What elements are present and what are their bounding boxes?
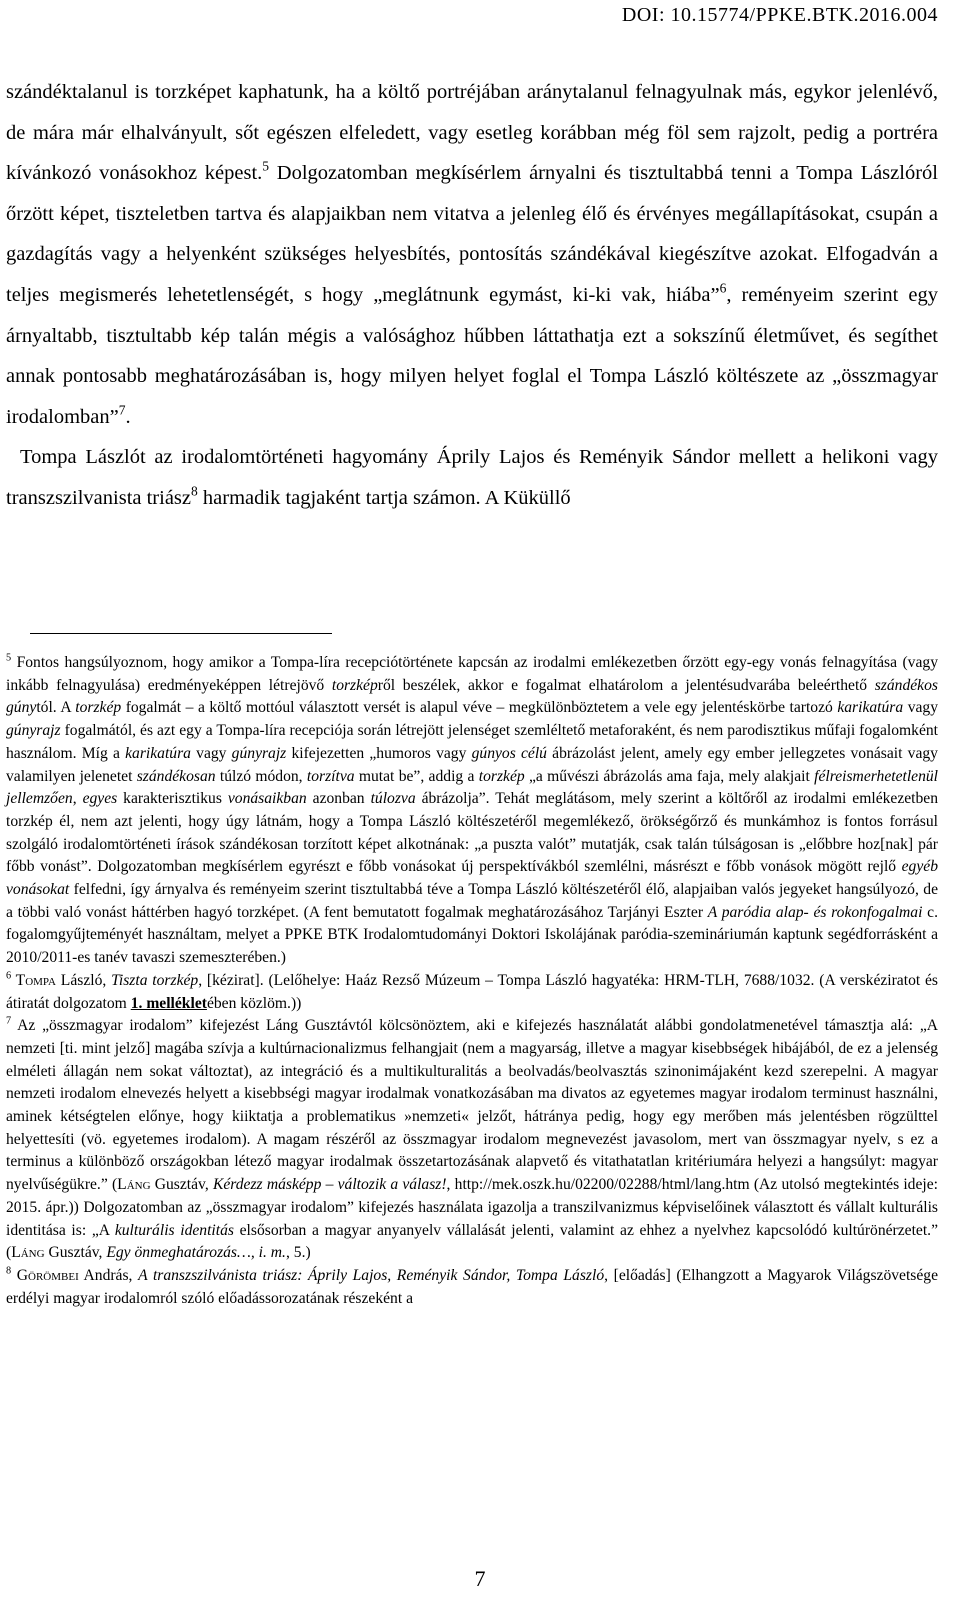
- doi-header: DOI: 10.15774/PPKE.BTK.2016.004: [621, 4, 938, 26]
- footnote-7: [6, 1015, 938, 1265]
- text-run: , 5.): [285, 1244, 311, 1262]
- paragraph-1: [6, 72, 938, 437]
- text-run: Dolgozatomban megkísérlem árnyalni és tisztultabbá tenni a Tompa Lászlóról őrzött képet, tiszteletben tartva és alapjaikban nem vitatva a jelenleg élő és érvényes megállapításokat, csupán a gazdagítás vagy a helyenként szükséges helyesbítés, pontosítás szándékával kiegészítve azokat. Elfogadván a teljes megismerés lehetetlenségét, s hogy „meglátnunk egymást, ki-ki vak, hiába”: [6, 162, 938, 306]
- footnote-number: 5: [6, 652, 12, 664]
- text-run: tól. A: [36, 699, 76, 717]
- text-run: Gusztáv,: [150, 1176, 213, 1194]
- italic-run: Tiszta torzkép: [111, 971, 199, 989]
- italic-run: gúnyos célú: [471, 744, 547, 762]
- text-run: .: [125, 405, 131, 428]
- italic-run: torzkép: [331, 676, 378, 694]
- small-caps-run: Láng: [117, 1176, 151, 1194]
- text-run: Gusztáv,: [44, 1244, 107, 1262]
- footnote-ref-6: 6: [719, 280, 727, 296]
- italic-run: szándékosan: [136, 767, 216, 785]
- footnote-separator: [30, 633, 332, 634]
- text-run: László,: [55, 971, 112, 989]
- italic-run: kulturális identitás: [114, 1221, 234, 1239]
- italic-run: karikatúra: [125, 744, 191, 762]
- text-run: Tompa Lászlót az irodalomtörténeti hagyomány Áprily Lajos és Reményik Sándor mellett a helikoni vagy transzszilvanista triász: [6, 446, 938, 509]
- paragraph-2: [6, 437, 938, 518]
- text-run: vagy: [903, 699, 939, 717]
- italic-run: vonásaikban: [227, 790, 307, 808]
- footnote-ref-5: 5: [262, 158, 270, 174]
- text-run: , reményeim szerint egy árnyaltabb, tisztultabb kép talán mégis a valósághoz hűbben láttathatja ezt a sokszínű életművet, és segíthet annak pontosabb meghatározásában is, hogy milyen helyet foglal el Tompa László költészete az „összmagyar irodalomban”: [6, 283, 938, 428]
- footnote-5: [6, 652, 938, 970]
- text-run: fogalmát – a költő mottóul választott versét is alapul véve – megkülönböztetem a vele egy jelentéskörbe tartozó: [121, 699, 838, 717]
- small-caps-run: Tompa: [11, 971, 56, 989]
- text-run: mutat be”, addig a: [354, 767, 479, 785]
- text-run: szándéktalanul is torzképet kaphatunk, ha a költő portréjában aránytalanul felnagyulnak más, egykor jelenlévő, de mára már elhalványult, sőt egészen elfeledett, vagy esetleg korábban még föl sem rajzolt, pedig a portréra kívánkozó vonásokhoz képest.: [6, 81, 938, 185]
- text-run: c. fogalomgyűjteményét használtam, melyet a PPKE BTK Irodalomtudományi Doktori Iskolájának paródia-szemináriumán kaptunk segédforrásként a 2010/2011-es tanév tavaszi szemeszterében.): [6, 903, 938, 967]
- text-run: ábrázolja”. Tehát meglátásom, mely szerint a költőről az irodalmi emlékezetben torzkép él, nem azt jelenti, hogy úgy látnám, hogy a Tompa László költészetéről megemlékező, örökségőrző és munkámhoz is fontos forrásul szolgáló irodalomtörténeti írások szándékosan torzított képet alkotnának: „a puszta valót” mutatják, csak talán túlságosan is „előbbre hoz[nak] pár főbb vonást”. Dolgozatomban megkísérlem egyrészt e főbb vonásokat új perspektívákból szemlélni, másrészt e főbb vonások mögött rejlő: [6, 790, 939, 876]
- footnote-number: 6: [6, 970, 12, 982]
- text-run: azonban: [306, 790, 371, 808]
- text-run: , [előadás] (Elhangzott a Magyarok Világszövetsége erdélyi magyar irodalomról szóló előadássorozatának részeként a: [6, 1266, 938, 1307]
- italic-run: túlozva: [370, 790, 416, 808]
- text-run: Az „összmagyar irodalom” kifejezést Láng Gusztávtól kölcsönöztem, aki e kifejezés használatát alábbi gondolatmenetével támasztja alá: „A nemzeti [ti. mint jelző] magába szívja a kultúrnacionalizmus felhangjait (nem a magyarság, illetve a magyar kisebbségek hibájából, de ez a jelenség elméleti állagán nem sokat változtat), az integráció és a multikulturalitás a beolvadás/beolvasztás szinonimájaként kezd szerepelni. A magyar nemzeti irodalom elnevezés helyett a kisebbségi magyar irodalmak vonatkozásában ma divatos az egyetemes magyar irodalom terminust használni, aminek kétségtelen előnye, hogy kiiktatja a problematikus »nemzeti« jelzőt, hátránya pedig, hogy egy merőben más jelentésben rögzülttel helyettesíti (vö. egyetemes irodalom). A magam részéről az összmagyar irodalom megnevezést javasolom, mert van összmagyar nyelv, s ez a terminus a különböző országokban létező magyar irodalmak összetartozásának alapvető és vitathatatlan kritériumára helyezi a hangsúlyt: magyar nyelvűségükre.” (: [6, 1017, 938, 1194]
- text-run: harmadik tagjaként tartja számon. A Küküllő: [197, 486, 571, 509]
- text-run: , http://mek.oszk.hu/02200/02288/html/lang.htm (Az utolsó megtekintés ideje: 2015. ápr.)) Dolgozatomban az „összmagyar irodalom” kifejezés használata igazolja a transzilvanizmus képviselőinek választott és vállalt kulturális identitása is: „A: [6, 1176, 938, 1239]
- appendix-link[interactable]: 1. melléklet: [130, 994, 207, 1012]
- footnote-8: [6, 1265, 938, 1310]
- text-run: ,: [72, 790, 83, 808]
- italic-run: egyéb vonásokat: [6, 858, 938, 899]
- italic-run: Egy önmeghatározás…, i. m.: [106, 1244, 286, 1262]
- text-run: túlzó módon,: [215, 767, 307, 785]
- small-caps-run: Láng: [11, 1244, 45, 1262]
- text-run: fogalmától, és azt egy a Tompa-líra recepciója során létrejött jelenséget szemléltető metaforaként, és nem parodisztikus műfaji fogalomként használom. Míg a: [6, 722, 938, 762]
- italic-run: félreismerhetetlenül jellemzően: [6, 767, 939, 808]
- italic-run: A paródia alap- és rokonfogalmai: [707, 903, 923, 921]
- text-run: elsősorban a magyar anyanyelv vállalását jelenti, valamint az ehhez a nyelvhez kapcsolódó kultúrönérzetet.” (: [6, 1221, 938, 1262]
- footnote-number: 8: [6, 1265, 12, 1277]
- footnote-number: 7: [6, 1015, 12, 1027]
- main-text: [6, 72, 938, 519]
- text-run: kifejezetten „humoros vagy: [286, 744, 472, 762]
- italic-run: gúnyrajz: [231, 744, 287, 762]
- italic-run: gúnyrajz: [6, 722, 61, 740]
- text-run: karakterisztikus: [117, 790, 228, 808]
- text-run: András,: [78, 1266, 139, 1284]
- footnote-ref-8: 8: [191, 483, 198, 499]
- italic-run: torzkép: [478, 767, 525, 785]
- italic-run: Kérdezz másképp – változik a válasz!: [212, 1176, 447, 1194]
- footnote-6: [6, 970, 938, 1015]
- text-run: ről beszélek, akkor e fogalmat elhatárolom a jelentésudvarába beleérthető: [377, 676, 875, 694]
- page-number: 7: [474, 1566, 486, 1591]
- italic-run: torzkép: [75, 699, 122, 717]
- italic-run: egyes: [82, 790, 118, 808]
- italic-run: torzítva: [306, 767, 355, 785]
- text-run: vagy: [190, 744, 232, 762]
- text-run: ében közlöm.)): [206, 994, 302, 1012]
- italic-run: A transzszilvánista triász: Áprily Lajos, Reményik Sándor, Tompa László: [138, 1266, 605, 1284]
- text-run: „a művészi ábrázolás ama faja, mely alakjait: [524, 767, 815, 785]
- italic-run: karikatúra: [837, 699, 904, 717]
- small-caps-run: Görömbei: [11, 1266, 79, 1284]
- italic-run: szándékos gúny: [6, 676, 938, 717]
- footnote-ref-7: 7: [118, 402, 126, 418]
- text-run: Fontos hangsúlyoznom, hogy amikor a Tompa-líra recepciótörténete kapcsán az irodalmi emlékezetben őrzött egy-egy vonás felnagyítása (vagy inkább felnagyulása) eredményeképpen létrejövő: [6, 654, 938, 694]
- text-run: , [kézirat]. (Lelőhelye: Haáz Rezső Múzeum – Tompa László hagyatéka: HRM-TLH, 7688/1032. (A verskéziratot és átiratát dolgozatom: [6, 971, 938, 1012]
- text-run: ábrázolást jelent, amely egy ember jellegzetes vonásait vagy valamilyen jelenetet: [6, 744, 938, 785]
- footnotes: [6, 652, 938, 1310]
- text-run: felfedni, így árnyalva és reményeim szerint tisztultabbá téve a Tompa László költészetéről élő, alapjaiban valós jegyeket hangsúlyozó, de a többi való vonást háttérben hagyó torzképet. (A fent bemutatott fogalmak meghatározásához Tarjányi Eszter: [6, 881, 938, 921]
